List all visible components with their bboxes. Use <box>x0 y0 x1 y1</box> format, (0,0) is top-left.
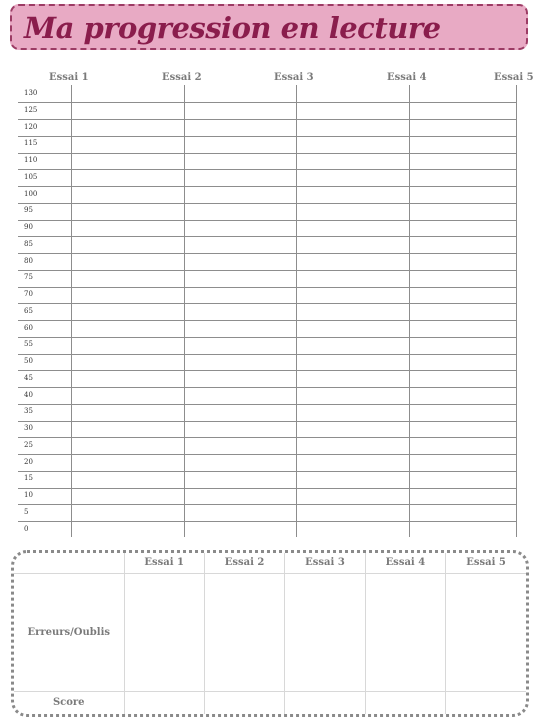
grid-row-line <box>18 488 517 489</box>
grid-col-label: Essai 4 <box>387 72 427 83</box>
grid-row-line <box>18 471 517 472</box>
errors-cell[interactable] <box>285 573 365 691</box>
y-tick-label: 110 <box>24 156 38 164</box>
score-cell[interactable] <box>204 691 284 714</box>
grid-row-line <box>18 220 517 221</box>
grid-row-line <box>18 119 517 120</box>
y-tick-label: 125 <box>24 105 38 114</box>
summary-col-header: Essai 1 <box>124 553 204 573</box>
summary-row-score <box>14 691 526 714</box>
y-tick-label: 65 <box>24 306 33 315</box>
y-tick-label: 0 <box>24 524 29 533</box>
summary-col-header: Essai 2 <box>204 553 284 573</box>
errors-cell[interactable] <box>204 573 284 691</box>
summary-row-errors <box>14 573 526 691</box>
page-title: Ma progression en lecture <box>24 11 441 45</box>
grid-row-line <box>18 169 517 170</box>
grid-col-label: Essai 5 <box>494 72 534 83</box>
summary-row-label: Erreurs/Oublis <box>14 573 124 691</box>
errors-cell[interactable] <box>124 573 204 691</box>
grid-row-line <box>18 337 517 338</box>
grid-row-line <box>18 437 517 438</box>
y-tick-label: 25 <box>24 440 33 449</box>
y-tick-label: 80 <box>24 256 33 265</box>
summary-row-label: Score <box>14 691 124 714</box>
grid-col-line <box>184 85 185 537</box>
y-tick-label: 90 <box>24 223 33 231</box>
grid-row-line <box>18 504 517 505</box>
score-cell[interactable] <box>285 691 365 714</box>
errors-cell[interactable] <box>446 573 526 691</box>
grid-row-line <box>18 521 517 522</box>
summary-table <box>14 553 526 714</box>
y-tick-label: 120 <box>24 122 38 131</box>
grid-row-line <box>18 320 517 321</box>
grid-row-line <box>18 303 517 304</box>
grid-row-line <box>18 387 517 388</box>
summary-col-header: Essai 5 <box>446 553 526 573</box>
y-tick-label: 60 <box>24 323 33 332</box>
grid-col-label: Essai 3 <box>274 72 314 83</box>
grid-row-line <box>18 421 517 422</box>
summary-corner-cell <box>14 553 124 573</box>
grid-row-line <box>18 354 517 355</box>
y-tick-label: 105 <box>24 172 38 181</box>
grid-col-line <box>516 85 517 537</box>
grid-row-line <box>18 270 517 271</box>
y-tick-label: 15 <box>24 474 33 483</box>
grid-row-line <box>18 203 517 204</box>
grid-row-line <box>18 153 517 154</box>
summary-col-header: Essai 3 <box>285 553 365 573</box>
grid-row-line <box>18 102 517 103</box>
score-cell[interactable] <box>124 691 204 714</box>
y-tick-label: 5 <box>24 507 29 516</box>
y-tick-label: 10 <box>24 491 33 499</box>
grid-row-line <box>18 287 517 288</box>
y-tick-label: 55 <box>24 340 33 349</box>
y-tick-label: 70 <box>24 290 33 298</box>
y-tick-label: 115 <box>24 139 38 148</box>
grid-row-line <box>18 236 517 237</box>
summary-header-row <box>14 553 526 573</box>
grid-col-line <box>71 85 72 537</box>
y-tick-label: 75 <box>24 273 33 282</box>
grid-row-line <box>18 454 517 455</box>
y-tick-label: 35 <box>24 407 33 416</box>
grid-col-line <box>296 85 297 537</box>
grid-col-line <box>409 85 410 537</box>
y-tick-label: 50 <box>24 357 33 365</box>
grid-row-line <box>18 404 517 405</box>
y-tick-label: 30 <box>24 424 33 432</box>
summary-table-frame <box>11 550 529 717</box>
grid-row-line <box>18 136 517 137</box>
grid-col-label: Essai 1 <box>49 72 89 83</box>
y-tick-label: 45 <box>24 373 33 382</box>
grid-row-line <box>18 186 517 187</box>
score-cell[interactable] <box>365 691 445 714</box>
y-tick-label: 130 <box>24 89 38 97</box>
summary-col-header: Essai 4 <box>365 553 445 573</box>
grid-row-line <box>18 253 517 254</box>
y-tick-label: 20 <box>24 457 33 466</box>
y-tick-label: 95 <box>24 206 33 215</box>
y-tick-label: 100 <box>24 189 38 198</box>
grid-row-line <box>18 370 517 371</box>
y-tick-label: 85 <box>24 239 33 248</box>
y-tick-label: 40 <box>24 390 33 399</box>
grid-col-label: Essai 2 <box>162 72 202 83</box>
score-cell[interactable] <box>446 691 526 714</box>
errors-cell[interactable] <box>365 573 445 691</box>
